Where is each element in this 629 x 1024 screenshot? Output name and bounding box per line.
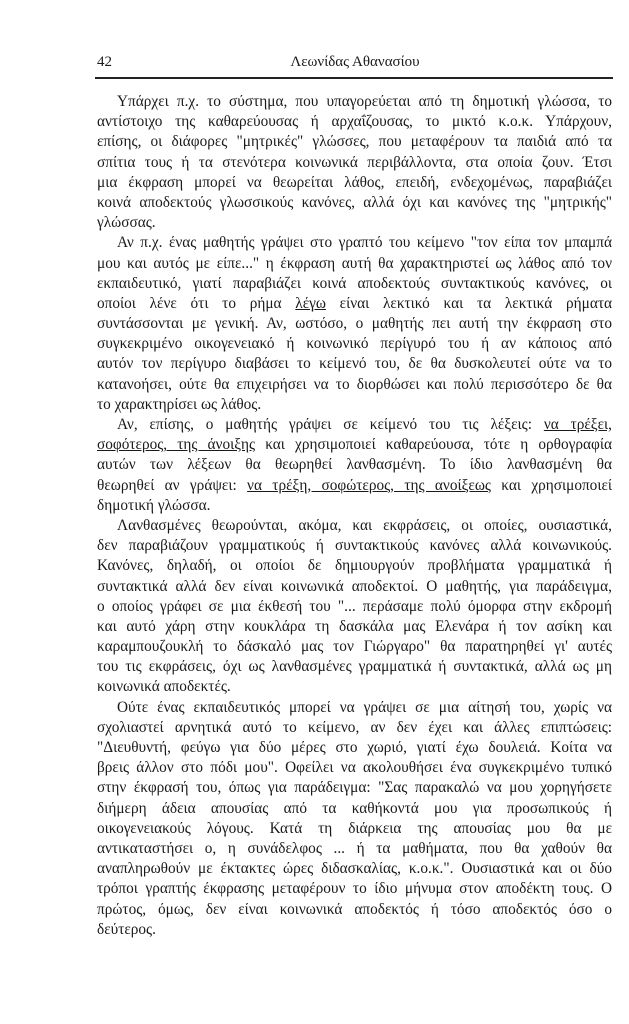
text-line [97,597,612,617]
text-segment: Υπάρχει π.χ. το σύστημα, που υπαγορεύεται από τη δημοτική γλώσσα, το [117,93,612,110]
text-segment: πρώτος, όμως, δεν είναι κοινωνικά αποδεκτός ή τόσο αποδεκτός όσο ο [97,900,612,918]
underlined-text: να τρέξει, [543,416,612,433]
text-line [97,879,612,899]
text-line [97,496,612,516]
text-segment: κοινά αποδεκτούς γλωσσικούς κανόνες, αλλά όχι και κανόνες της "μητρικής" [97,193,612,211]
text-segment: μου και αυτός με είπε..." η έκφραση αυτή θα χαρακτηριστεί ως λάθος από τον [97,254,612,272]
text-segment: "Διευθυντή, φεύγω για δύο μέρες στο χωριό, γιατί έχω δουλειά. Κοίτα να [97,739,612,756]
text-line [97,455,612,475]
text-line [97,657,612,677]
text-segment: αυτόν τον περίγυρο διαβάσει το κείμενό του, δε θα δυσκολευτεί ούτε να το [97,355,612,373]
text-segment: δεύτερος. [97,920,156,938]
text-segment: συντάσσονται με γενική. Αν, ωστόσο, ο μαθητής πει αυτή την έκφραση στο [97,315,612,333]
text-segment: οποίοι λένε ότι το ρήμα [97,294,296,312]
text-line [97,112,612,132]
running-title: Λεωνίδας Αθανασίου [290,54,420,70]
text-line [97,476,612,496]
text-line [97,718,612,738]
text-segment: του τις εκφράσεις, όχι ως λανθασμένες γραμματικά ή συντακτικά, αλλά ως μη [97,658,612,676]
paragraph [97,516,612,698]
text-segment: το χαρακτηρίσει ως λάθος. [97,395,262,413]
text-segment: αναπληρωθούν με έκτακτες ώρες διδασκαλίας, κ.ο.κ.". Ουσιαστικά και οι δύο [97,860,612,878]
underlined-text: σοφότερος, της άνοιξης [97,436,256,454]
text-segment: δεν παραβιάζουν γραμματικούς ή συντακτικούς κανόνες αλλά κοινωνικούς. [97,537,612,555]
text-line [97,516,612,536]
text-segment: και χρησιμοποιεί καθαρεύουσα, τότε η ορθογραφία [255,436,612,454]
text-segment: τρόποι γραπτής έκφρασης μεταφέρουν το ίδιο μήνυμα στον αποδέκτη τους. Ο [97,880,612,898]
text-line [97,375,612,395]
text-line [97,698,612,718]
text-line [97,839,612,859]
text-line [97,758,612,778]
text-segment: και αυτό χάρη στην κουκλάρα τη δασκάλα μας Ελενάρα ή τον ασίκη και [97,617,612,635]
text-segment: μια έκφραση μπορεί να θεωρείται λάθος, επειδή, ενδεχομένως, παραβιάζει [97,173,612,191]
text-line [97,354,612,374]
text-line [97,920,612,940]
text-segment: βρεις άλλον στο πόδι μου". Οφείλει να ακολουθήσει ένα συγκεκριμένο τυπικό [97,759,612,777]
page-header [97,54,613,74]
text-line [97,556,612,576]
text-segment: ο οποίος γράφει σε μια έκθεσή του "... περάσαμε πολύ όμορφα στην εκδρομή [97,597,612,615]
text-line [97,153,612,173]
text-segment: διήμερη άδεια απουσίας από τα καθήκοντά μου για προσωπικούς ή [97,799,612,817]
text-line [97,819,612,839]
text-segment: οικογενειακούς λόγους. Κατά τη διάρκεια της απουσίας μου θα με [97,819,612,837]
text-segment: και χρησιμοποιεί [490,476,612,494]
text-segment: στην έκφρασή του, όπως για παράδειγμα: "Σας παρακαλώ να μου χορηγήσετε [97,779,612,797]
text-line [97,274,612,294]
text-line [97,213,612,233]
text-segment: γλώσσας. [97,214,156,232]
text-line [97,617,612,637]
underlined-text: να τρέξη, σοφώτερος, της ανοίξεως [247,476,491,494]
text-line [97,738,612,758]
text-line [97,314,612,334]
text-segment: είναι λεκτικό και τα λεκτικά ρήματα [325,294,613,312]
text-segment: Κανόνες, δηλαδή, οι οποίοι δε δημιουργούν προβλήματα γραμματικά ή [97,557,612,575]
text-line [97,778,612,798]
text-line [97,536,612,556]
text-line [97,637,612,657]
text-line [97,92,612,112]
page-number: 42 [97,54,112,70]
text-line [97,395,612,415]
text-segment: επίσης, οι διάφορες "μητρικές" γλώσσες, που μεταφέρουν τα παιδιά από τα [97,133,612,151]
text-segment: αντικαταστήσει ο, η συνάδελφος ... ή τα μαθήματα, που θα χαθούν θα [97,839,612,857]
text-line [97,334,612,354]
text-segment: καραμπουζουκλή το δάσκαλό μας τον Γιώργαρο" θα παρατηρηθεί γι' αυτές [97,638,612,656]
text-line [97,677,612,697]
text-segment: συγκεκριμένο οικογενειακό ή κοινωνικό περίγυρό του ή αν κάποιος από [97,335,612,353]
text-segment: αυτών των λέξεων θα θεωρηθεί λανθασμένη. Το ίδιο λανθασμένη θα [97,456,612,474]
text-segment: συντακτικά αλλά δεν είναι κοινωνικά αποδεκτοί. Ο μαθητής, για παράδειγμα, [97,577,612,595]
text-segment: σχολιαστεί αρνητικά αυτό το κείμενο, αν δεν έχει και άλλες επιπτώσεις: [97,718,612,736]
text-line [97,415,612,435]
text-segment: σπίτια τους ή τα στενότερα κοινωνικά περιβάλλοντα, στα οποία ζουν. Έτσι [97,153,612,171]
text-line [97,799,612,819]
text-segment: θεωρηθεί αν γράψει: [97,476,248,494]
text-line [97,435,612,455]
text-line [97,859,612,879]
text-line [97,900,612,920]
paragraph [97,415,612,516]
text-line [97,132,612,152]
text-segment: Αν π.χ. ένας μαθητής γράψει στο γραπτό του κείμενο "τον είπα τον μπαμπά [117,234,612,252]
paragraph [97,698,612,940]
text-segment: εκπαιδευτικό, γιατί παραβιάζει κοινά αποδεκτούς συντακτικούς κανόνες, οι [97,274,612,292]
text-segment: κατανοήσει, ούτε θα επιχειρήσει να το διορθώσει και πολύ περισσότερο δε θα [97,375,612,393]
text-segment: δημοτική γλώσσα. [97,496,211,514]
text-line [97,173,612,193]
text-segment: Αν, επίσης, ο μαθητής γράψει σε κείμενό του τις λέξεις: [117,416,544,433]
text-line [97,254,612,274]
paragraph [97,92,612,233]
paragraph [97,233,612,415]
text-line [97,577,612,597]
text-line [97,193,612,213]
text-line [97,233,612,253]
text-segment: Λανθασμένες θεωρούνται, ακόμα, και εκφράσεις, οι οποίες, ουσιαστικά, [117,516,612,534]
text-segment: κοινωνικά αποδεκτές. [97,678,231,696]
header-rule [95,77,613,79]
text-segment: Ούτε ένας εκπαιδευτικός μπορεί να γράψει σε μια αίτησή του, χωρίς να [117,698,612,716]
text-segment: αντίστοιχο της καθαρεύουσας ή αρχαΐζουσας, το μικτό κ.ο.κ. Υπάρχουν, [97,113,612,131]
body-text [97,92,612,940]
text-line [97,294,612,314]
underlined-text: λέγω [295,294,326,312]
